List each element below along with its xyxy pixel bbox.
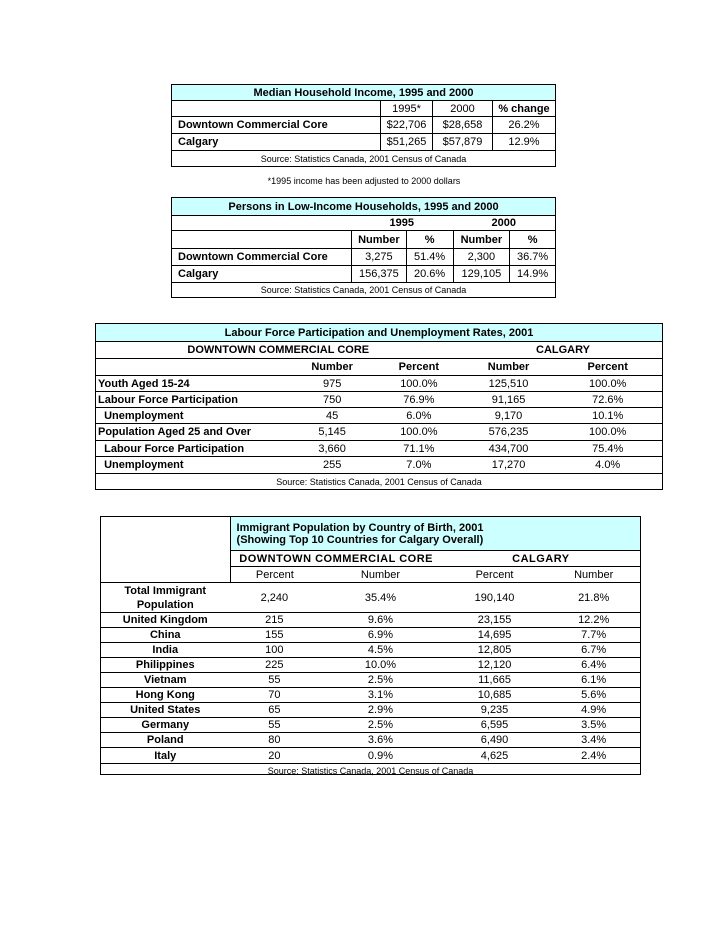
total-row [101, 583, 640, 613]
cell: 7.0% [406, 459, 432, 471]
cell: 71.1% [403, 442, 435, 455]
cell: 2,300 [453, 249, 510, 265]
cell: 2.4% [581, 749, 607, 762]
income-footnote: *1995 income has been adjusted to 2000 dollars [267, 176, 461, 186]
cell: 10.1% [592, 409, 624, 422]
group-dcc: DOWNTOWN COMMERCIAL CORE [230, 551, 442, 567]
low-income-title-row [172, 198, 555, 216]
row-label: Labour Force Participation [98, 393, 238, 406]
cell: 975 [322, 377, 342, 390]
row-label: Calgary [178, 268, 219, 280]
immigrant-title-line2: (Showing Top 10 Countries for Calgary Overall) [236, 533, 484, 546]
cell: 10,685 [477, 689, 512, 701]
labour-force-table [95, 323, 663, 490]
cell: 9,170 [494, 409, 523, 422]
row-label: Hong Kong [135, 689, 195, 701]
cell: 434,700 [488, 442, 529, 455]
labour-col-row [96, 359, 662, 376]
cell: 100.0% [400, 377, 438, 390]
cell: 100.0% [589, 377, 627, 390]
cell: 4.9% [581, 704, 607, 716]
group-calgary: CALGARY [442, 551, 640, 567]
cell: 20.6% [406, 266, 453, 282]
group-calgary: CALGARY [536, 344, 590, 356]
table-row [101, 673, 640, 688]
labour-title-row [96, 324, 662, 342]
col-number: Number [360, 568, 401, 581]
low-income-table [171, 197, 556, 298]
row-label: Youth Aged 15-24 [98, 377, 190, 390]
table-row [101, 733, 640, 748]
row-label: United Kingdom [122, 614, 208, 626]
cell: 14.9% [509, 266, 555, 282]
low-income-year-row [172, 216, 555, 231]
cell: 3.4% [581, 734, 607, 746]
source-row [96, 474, 662, 489]
cell: 190,140 [474, 591, 515, 604]
year-2000: 2000 [491, 217, 516, 229]
cell: 17,270 [491, 459, 526, 471]
cell: 6.1% [581, 674, 607, 686]
year-1995: 1995 [389, 217, 415, 229]
table-row [101, 613, 640, 628]
cell: 4.5% [367, 644, 393, 656]
source-row [172, 151, 555, 166]
immigrant-title-line1: Immigrant Population by Country of Birth, 2001 [236, 521, 484, 534]
cell: 255 [322, 459, 342, 471]
table-row [101, 643, 640, 658]
row-label: Poland [146, 734, 184, 746]
immigrant-title [230, 517, 640, 551]
cell-change: 12.9% [492, 134, 555, 150]
cell: 12,805 [477, 644, 512, 656]
table-row [172, 266, 555, 283]
row-label: Labour Force Participation [98, 442, 245, 455]
row-label: Population Aged 25 and Over [98, 426, 252, 438]
cell: 6.9% [367, 629, 393, 641]
col-2000: 2000 [432, 101, 492, 116]
total-label [101, 583, 230, 612]
table-row [96, 392, 662, 408]
cell: 12,120 [477, 659, 512, 671]
row-label: Downtown Commercial Core [178, 251, 328, 263]
low-income-title: Persons in Low-Income Households, 1995 and 2000 [228, 200, 499, 213]
table-row [172, 117, 555, 134]
table-row [96, 457, 662, 474]
col-percent: Percent [230, 567, 320, 582]
group-dcc: DOWNTOWN COMMERCIAL CORE [187, 344, 370, 356]
cell: 23,155 [477, 614, 512, 626]
cell-2000: $57,879 [432, 134, 492, 150]
cell: 100.0% [400, 426, 438, 438]
cell: 80 [268, 734, 281, 746]
cell: 0.9% [367, 749, 393, 762]
cell: 3.1% [367, 689, 393, 701]
cell: 72.6% [592, 393, 624, 406]
cell: 9.6% [367, 614, 393, 626]
row-label: China [149, 629, 181, 641]
cell: 9,235 [480, 704, 509, 716]
cell-1995: $51,265 [380, 134, 432, 150]
table-row [101, 748, 640, 764]
table-row [96, 408, 662, 424]
col-pct: % [406, 231, 453, 248]
cell: 11,665 [478, 674, 511, 686]
table-row [96, 441, 662, 457]
cell: 2.5% [367, 719, 393, 731]
cell: 91,165 [491, 393, 526, 406]
immigrant-group-row [101, 551, 640, 567]
cell: 129,105 [453, 266, 510, 282]
row-label: Vietnam [143, 674, 187, 686]
median-income-title: Median Household Income, 1995 and 2000 [253, 86, 474, 99]
median-income-table [171, 84, 556, 167]
cell: 70 [268, 689, 281, 701]
row-label: Unemployment [98, 459, 184, 471]
cell: 20 [268, 749, 281, 762]
cell: 14,695 [477, 629, 512, 641]
cell: 65 [268, 704, 281, 716]
source-row [101, 764, 640, 777]
cell-change: 26.2% [492, 117, 555, 133]
cell: 45 [326, 409, 339, 422]
total-label-line1: Total Immigrant [124, 584, 207, 597]
cell: 750 [322, 393, 342, 406]
cell: 51.4% [406, 249, 453, 265]
table-row [101, 628, 640, 643]
cell: 100 [265, 644, 284, 656]
cell: 55 [268, 674, 281, 686]
cell: 76.9% [403, 393, 435, 406]
table-row [101, 658, 640, 673]
cell: 3,660 [318, 442, 346, 455]
median-income-title-row [172, 85, 555, 101]
source-note: Source: Statistics Canada, 2001 Census of Canada [260, 285, 467, 295]
cell: 3.5% [581, 719, 607, 731]
col-number: Number [311, 361, 353, 373]
cell: 5.6% [581, 689, 607, 701]
cell: 6,490 [480, 734, 509, 746]
cell: 10.0% [364, 659, 397, 671]
median-income-header-row [172, 101, 555, 117]
col-number: Number [453, 231, 510, 248]
immigrant-col-row [101, 567, 640, 583]
col-pct: % [509, 231, 555, 248]
table-row [96, 424, 662, 441]
cell: 7.7% [581, 629, 607, 641]
immigrant-table [100, 516, 641, 775]
col-number: Number [487, 361, 530, 373]
cell: 6.4% [581, 659, 607, 671]
col-change: % change [492, 101, 555, 116]
cell: 36.7% [509, 249, 555, 265]
cell: 35.4% [364, 591, 397, 604]
cell: 2,240 [260, 591, 289, 604]
cell: 215 [265, 614, 284, 626]
cell: 21.8% [578, 591, 610, 604]
cell: 4.0% [595, 459, 621, 471]
table-row [101, 718, 640, 733]
cell: 576,235 [488, 426, 529, 438]
cell: 12.2% [578, 614, 610, 626]
col-number: Number [351, 231, 406, 248]
cell: 6,595 [480, 719, 509, 731]
cell: 125,510 [488, 377, 529, 390]
immigrant-title-row [101, 517, 640, 551]
cell: 6.0% [406, 409, 432, 422]
row-label: United States [130, 704, 201, 716]
source-note: Source: Statistics Canada, 2001 Census of Canada [267, 765, 474, 776]
col-percent: Percent [475, 568, 514, 581]
col-1995: 1995* [380, 101, 432, 116]
cell: 2.5% [367, 674, 393, 686]
source-row [172, 283, 555, 297]
row-label: India [152, 644, 179, 656]
source-note: Source: Statistics Canada, 2001 Census of Canada [260, 153, 467, 164]
row-label: Germany [141, 719, 190, 731]
row-label: Calgary [178, 136, 219, 148]
cell: 6.7% [581, 644, 607, 656]
cell: 75.4% [592, 442, 624, 455]
total-label-line2: Population [136, 598, 194, 611]
table-row [101, 703, 640, 718]
row-label: Italy [154, 749, 177, 762]
low-income-col-row [172, 231, 555, 249]
source-note: Source: Statistics Canada, 2001 Census of Canada [276, 476, 482, 487]
cell: 3.6% [367, 734, 393, 746]
cell: 55 [268, 719, 281, 731]
cell-1995: $22,706 [380, 117, 432, 133]
cell: 4,625 [480, 749, 509, 762]
row-label: Philippines [135, 659, 195, 671]
col-percent: Percent [398, 361, 440, 373]
table-row [101, 688, 640, 703]
cell: 5,145 [318, 426, 346, 438]
table-row [172, 134, 555, 151]
cell: 3,275 [351, 249, 406, 265]
cell: 225 [265, 659, 284, 671]
col-number: Number [574, 568, 614, 581]
table-row [172, 249, 555, 266]
table-row [96, 376, 662, 392]
cell: 100.0% [589, 426, 627, 438]
cell: 156,375 [351, 266, 406, 282]
cell: 2.9% [367, 704, 393, 716]
cell-2000: $28,658 [432, 117, 492, 133]
labour-group-row [96, 342, 662, 359]
labour-title: Labour Force Participation and Unemployment Rates, 2001 [224, 326, 534, 339]
row-label: Downtown Commercial Core [178, 119, 328, 131]
cell: 155 [265, 629, 284, 641]
col-percent: Percent [587, 361, 628, 373]
row-label: Unemployment [98, 409, 184, 422]
